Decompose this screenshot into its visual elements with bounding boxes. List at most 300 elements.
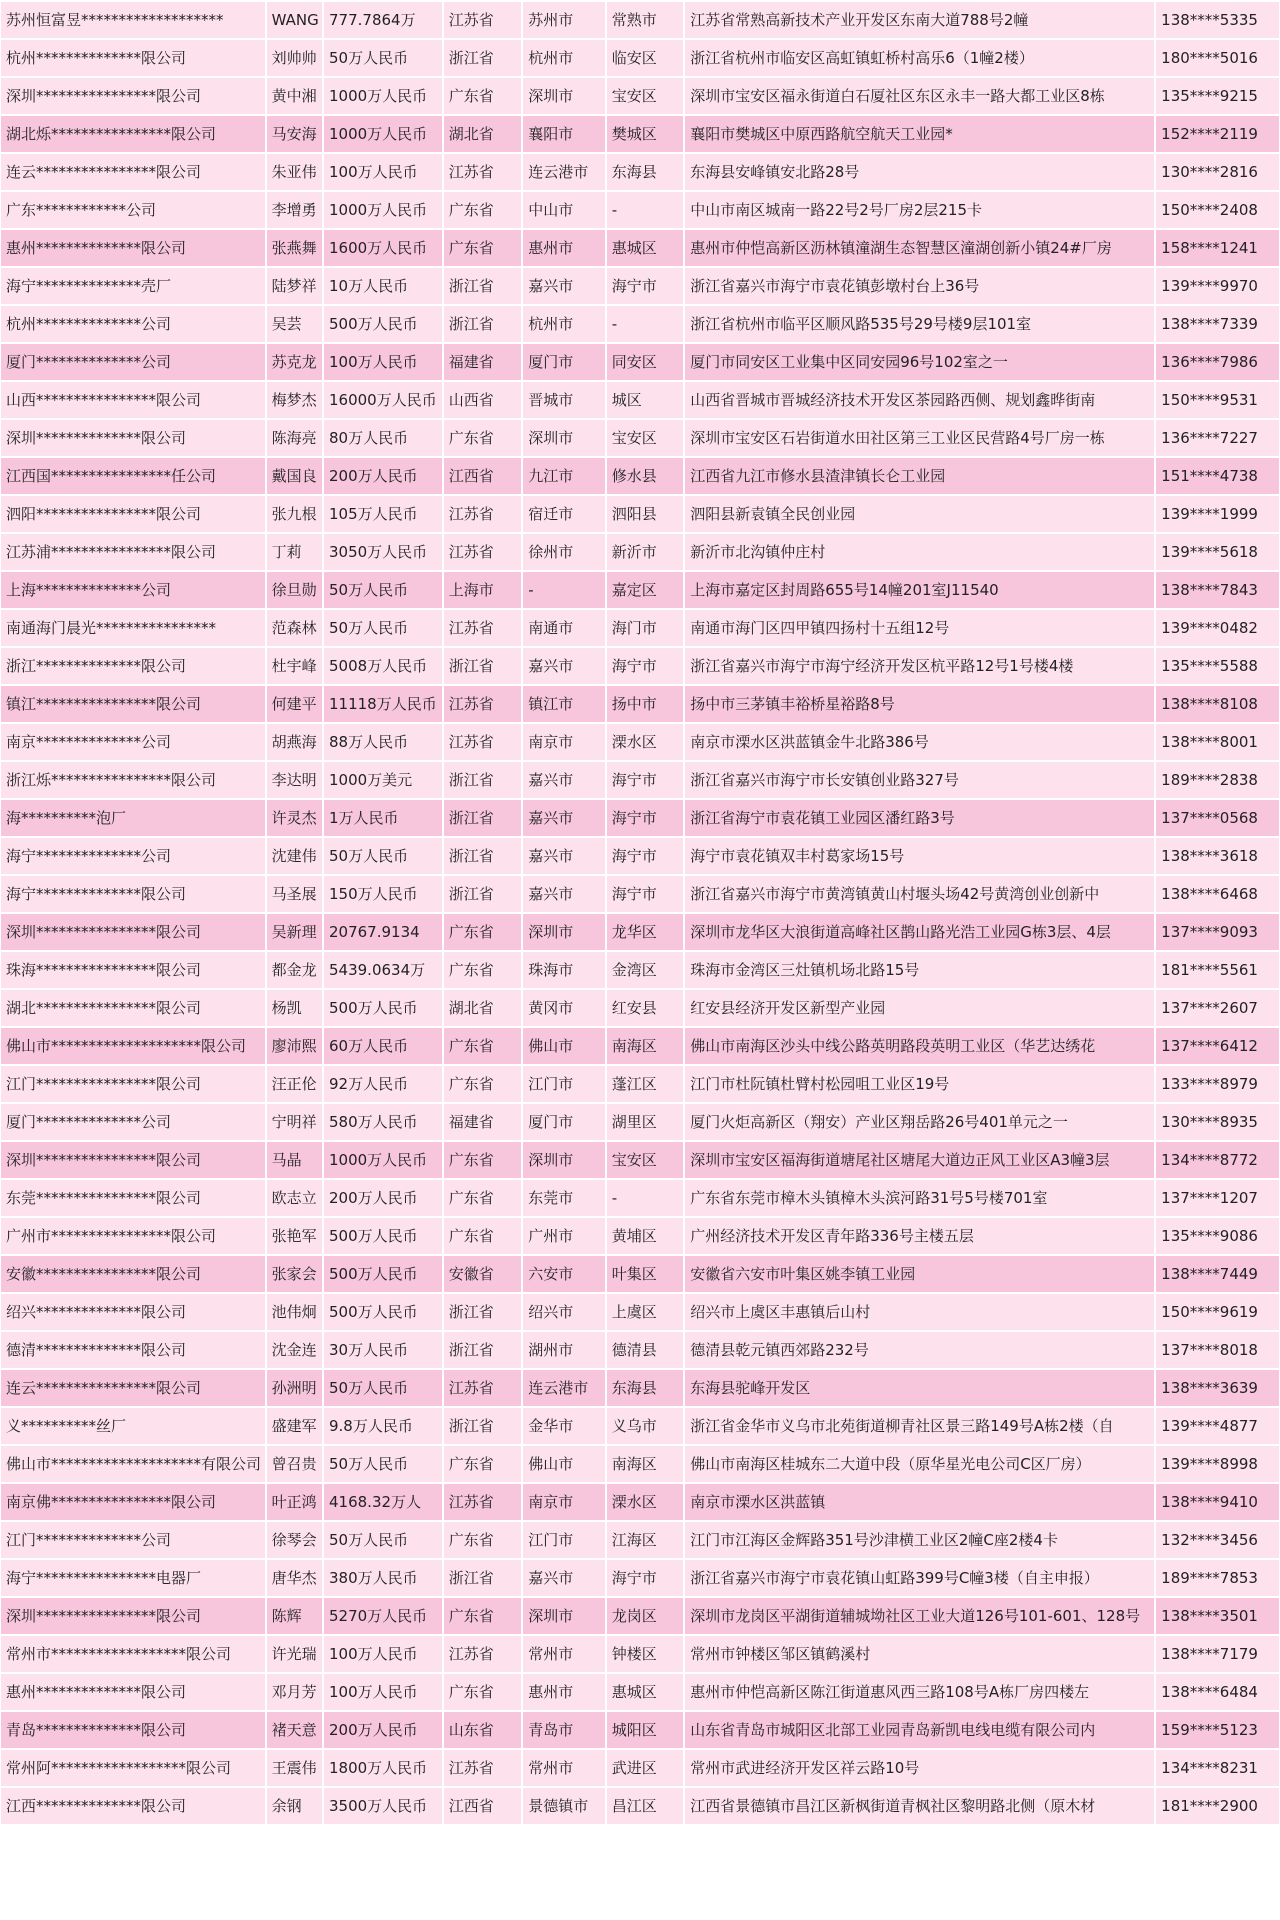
district-cell: 德清县 <box>607 1332 683 1368</box>
phone-cell: 132****3456 <box>1156 1522 1279 1558</box>
legal-person-cell: 沈金连 <box>267 1332 322 1368</box>
phone-cell: 181****2900 <box>1156 1788 1279 1824</box>
province-cell: 安徽省 <box>444 1256 521 1292</box>
table-row <box>1 1636 1279 1672</box>
address-cell: 江苏省常熟高新技术产业开发区东南大道788号2幢 <box>685 2 1154 38</box>
address-cell: 上海市嘉定区封周路655号14幢201室J11540 <box>685 572 1154 608</box>
city-cell: 景德镇市 <box>523 1788 605 1824</box>
phone-cell: 139****4877 <box>1156 1408 1279 1444</box>
legal-person-cell: 叶正鸿 <box>267 1484 322 1520</box>
phone-cell: 134****8772 <box>1156 1142 1279 1178</box>
registered-capital-cell: 1800万人民币 <box>324 1750 442 1786</box>
phone-cell: 137****2607 <box>1156 990 1279 1026</box>
province-cell: 江苏省 <box>444 1750 521 1786</box>
company-name-cell: 上海**************公司 <box>1 572 265 608</box>
table-row <box>1 268 1279 304</box>
legal-person-cell: 张九根 <box>267 496 322 532</box>
table-row <box>1 1598 1279 1634</box>
province-cell: 江苏省 <box>444 154 521 190</box>
registered-capital-cell: 5270万人民币 <box>324 1598 442 1634</box>
city-cell: 深圳市 <box>523 1598 605 1634</box>
legal-person-cell: 邓月芳 <box>267 1674 322 1710</box>
registered-capital-cell: 5439.0634万 <box>324 952 442 988</box>
table-row <box>1 1256 1279 1292</box>
legal-person-cell: 余钢 <box>267 1788 322 1824</box>
phone-cell: 138****7449 <box>1156 1256 1279 1292</box>
address-cell: 海宁市袁花镇双丰村葛家场15号 <box>685 838 1154 874</box>
registered-capital-cell: 200万人民币 <box>324 1712 442 1748</box>
city-cell: 惠州市 <box>523 1674 605 1710</box>
phone-cell: 138****5335 <box>1156 2 1279 38</box>
legal-person-cell: 黄中湘 <box>267 78 322 114</box>
legal-person-cell: 廖沛熙 <box>267 1028 322 1064</box>
table-row <box>1 1370 1279 1406</box>
province-cell: 江苏省 <box>444 686 521 722</box>
district-cell: 宝安区 <box>607 420 683 456</box>
legal-person-cell: WANG <box>267 2 322 38</box>
phone-cell: 137****9093 <box>1156 914 1279 950</box>
city-cell: 南京市 <box>523 1484 605 1520</box>
legal-person-cell: 杨凯 <box>267 990 322 1026</box>
province-cell: 福建省 <box>444 1104 521 1140</box>
company-name-cell: 广东************公司 <box>1 192 265 228</box>
address-cell: 佛山市南海区桂城东二大道中段（原华星光电公司C区厂房） <box>685 1446 1154 1482</box>
table-row <box>1 1674 1279 1710</box>
legal-person-cell: 杜宇峰 <box>267 648 322 684</box>
registered-capital-cell: 200万人民币 <box>324 458 442 494</box>
address-cell: 红安县经济开发区新型产业园 <box>685 990 1154 1026</box>
table-row <box>1 116 1279 152</box>
city-cell: 中山市 <box>523 192 605 228</box>
city-cell: 江门市 <box>523 1522 605 1558</box>
city-cell: 杭州市 <box>523 306 605 342</box>
company-name-cell: 佛山市********************限公司 <box>1 1028 265 1064</box>
province-cell: 江苏省 <box>444 496 521 532</box>
registered-capital-cell: 1000万人民币 <box>324 1142 442 1178</box>
registered-capital-cell: 3500万人民币 <box>324 1788 442 1824</box>
address-cell: 江门市杜阮镇杜臂村松园咀工业区19号 <box>685 1066 1154 1102</box>
company-name-cell: 江西国****************任公司 <box>1 458 265 494</box>
company-name-cell: 深圳****************限公司 <box>1 1142 265 1178</box>
company-name-cell: 惠州**************限公司 <box>1 1674 265 1710</box>
province-cell: 江苏省 <box>444 2 521 38</box>
province-cell: 江苏省 <box>444 1484 521 1520</box>
phone-cell: 138****3618 <box>1156 838 1279 874</box>
company-name-cell: 浙江烁****************限公司 <box>1 762 265 798</box>
company-name-cell: 苏州恒富昱******************* <box>1 2 265 38</box>
company-name-cell: 德清**************限公司 <box>1 1332 265 1368</box>
district-cell: 惠城区 <box>607 230 683 266</box>
table-row <box>1 724 1279 760</box>
city-cell: 连云港市 <box>523 1370 605 1406</box>
district-cell: 义乌市 <box>607 1408 683 1444</box>
province-cell: 浙江省 <box>444 1408 521 1444</box>
registered-capital-cell: 500万人民币 <box>324 990 442 1026</box>
registered-capital-cell: 580万人民币 <box>324 1104 442 1140</box>
address-cell: 绍兴市上虞区丰惠镇后山村 <box>685 1294 1154 1330</box>
address-cell: 珠海市金湾区三灶镇机场北路15号 <box>685 952 1154 988</box>
company-name-cell: 厦门**************公司 <box>1 344 265 380</box>
province-cell: 江西省 <box>444 1788 521 1824</box>
legal-person-cell: 徐琴会 <box>267 1522 322 1558</box>
district-cell: - <box>607 1180 683 1216</box>
company-name-cell: 海宁****************电器厂 <box>1 1560 265 1596</box>
province-cell: 浙江省 <box>444 762 521 798</box>
table-row <box>1 534 1279 570</box>
city-cell: 嘉兴市 <box>523 838 605 874</box>
phone-cell: 139****1999 <box>1156 496 1279 532</box>
table-row <box>1 1218 1279 1254</box>
table-row <box>1 230 1279 266</box>
address-cell: 江门市江海区金辉路351号沙津横工业区2幢C座2楼4卡 <box>685 1522 1154 1558</box>
table-row <box>1 1332 1279 1368</box>
address-cell: 常州市武进经济开发区祥云路10号 <box>685 1750 1154 1786</box>
phone-cell: 138****7179 <box>1156 1636 1279 1672</box>
province-cell: 浙江省 <box>444 40 521 76</box>
province-cell: 江苏省 <box>444 724 521 760</box>
phone-cell: 180****5016 <box>1156 40 1279 76</box>
registered-capital-cell: 100万人民币 <box>324 154 442 190</box>
legal-person-cell: 孙洲明 <box>267 1370 322 1406</box>
province-cell: 江苏省 <box>444 1636 521 1672</box>
registered-capital-cell: 105万人民币 <box>324 496 442 532</box>
province-cell: 广东省 <box>444 192 521 228</box>
table-row <box>1 2 1279 38</box>
phone-cell: 133****8979 <box>1156 1066 1279 1102</box>
province-cell: 湖北省 <box>444 116 521 152</box>
district-cell: 蓬江区 <box>607 1066 683 1102</box>
province-cell: 浙江省 <box>444 800 521 836</box>
province-cell: 山东省 <box>444 1712 521 1748</box>
city-cell: 青岛市 <box>523 1712 605 1748</box>
phone-cell: 138****7339 <box>1156 306 1279 342</box>
company-name-cell: 深圳****************限公司 <box>1 1598 265 1634</box>
province-cell: 广东省 <box>444 914 521 950</box>
city-cell: 佛山市 <box>523 1446 605 1482</box>
district-cell: 同安区 <box>607 344 683 380</box>
district-cell: 海宁市 <box>607 800 683 836</box>
province-cell: 江苏省 <box>444 534 521 570</box>
city-cell: 嘉兴市 <box>523 1560 605 1596</box>
city-cell: 嘉兴市 <box>523 800 605 836</box>
registered-capital-cell: 500万人民币 <box>324 1256 442 1292</box>
city-cell: 南通市 <box>523 610 605 646</box>
registered-capital-cell: 100万人民币 <box>324 344 442 380</box>
address-cell: 浙江省嘉兴市海宁市黄湾镇黄山村堰头场42号黄湾创业创新中 <box>685 876 1154 912</box>
district-cell: 钟楼区 <box>607 1636 683 1672</box>
address-cell: 浙江省嘉兴市海宁市海宁经济开发区杭平路12号1号楼4楼 <box>685 648 1154 684</box>
legal-person-cell: 戴国良 <box>267 458 322 494</box>
legal-person-cell: 李达明 <box>267 762 322 798</box>
address-cell: 惠州市仲恺高新区陈江街道惠风西三路108号A栋厂房四楼左 <box>685 1674 1154 1710</box>
phone-cell: 159****5123 <box>1156 1712 1279 1748</box>
legal-person-cell: 汪正伦 <box>267 1066 322 1102</box>
address-cell: 南京市溧水区洪蓝镇 <box>685 1484 1154 1520</box>
phone-cell: 137****0568 <box>1156 800 1279 836</box>
table-row <box>1 1522 1279 1558</box>
province-cell: 广东省 <box>444 1598 521 1634</box>
province-cell: 浙江省 <box>444 306 521 342</box>
registered-capital-cell: 1600万人民币 <box>324 230 442 266</box>
province-cell: 浙江省 <box>444 268 521 304</box>
legal-person-cell: 朱亚伟 <box>267 154 322 190</box>
company-name-cell: 厦门**************公司 <box>1 1104 265 1140</box>
district-cell: 南海区 <box>607 1028 683 1064</box>
registered-capital-cell: 60万人民币 <box>324 1028 442 1064</box>
district-cell: 海宁市 <box>607 648 683 684</box>
legal-person-cell: 马圣展 <box>267 876 322 912</box>
registered-capital-cell: 380万人民币 <box>324 1560 442 1596</box>
province-cell: 广东省 <box>444 1180 521 1216</box>
city-cell: 嘉兴市 <box>523 648 605 684</box>
company-name-cell: 深圳****************限公司 <box>1 914 265 950</box>
table-row <box>1 1104 1279 1140</box>
phone-cell: 138****6468 <box>1156 876 1279 912</box>
legal-person-cell: 吴新理 <box>267 914 322 950</box>
address-cell: 泗阳县新袁镇全民创业园 <box>685 496 1154 532</box>
district-cell: 昌江区 <box>607 1788 683 1824</box>
phone-cell: 130****8935 <box>1156 1104 1279 1140</box>
city-cell: 九江市 <box>523 458 605 494</box>
legal-person-cell: 曾召贵 <box>267 1446 322 1482</box>
district-cell: 叶集区 <box>607 1256 683 1292</box>
legal-person-cell: 许光瑞 <box>267 1636 322 1672</box>
company-name-cell: 江门****************限公司 <box>1 1066 265 1102</box>
table-row <box>1 686 1279 722</box>
district-cell: 南海区 <box>607 1446 683 1482</box>
company-name-cell: 杭州**************限公司 <box>1 40 265 76</box>
district-cell: 扬中市 <box>607 686 683 722</box>
city-cell: 晋城市 <box>523 382 605 418</box>
city-cell: 厦门市 <box>523 344 605 380</box>
table-row <box>1 78 1279 114</box>
province-cell: 浙江省 <box>444 1560 521 1596</box>
city-cell: 嘉兴市 <box>523 762 605 798</box>
city-cell: 江门市 <box>523 1066 605 1102</box>
district-cell: 龙华区 <box>607 914 683 950</box>
district-cell: 城阳区 <box>607 1712 683 1748</box>
district-cell: 海宁市 <box>607 838 683 874</box>
city-cell: 东莞市 <box>523 1180 605 1216</box>
address-cell: 深圳市宝安区福永街道白石厦社区东区永丰一路大都工业区8栋 <box>685 78 1154 114</box>
city-cell: 黄冈市 <box>523 990 605 1026</box>
registered-capital-cell: 777.7864万 <box>324 2 442 38</box>
company-name-cell: 惠州**************限公司 <box>1 230 265 266</box>
company-name-cell: 南京**************公司 <box>1 724 265 760</box>
legal-person-cell: 盛建军 <box>267 1408 322 1444</box>
province-cell: 浙江省 <box>444 838 521 874</box>
registered-capital-cell: 5008万人民币 <box>324 648 442 684</box>
company-name-cell: 江苏浦****************限公司 <box>1 534 265 570</box>
phone-cell: 152****2119 <box>1156 116 1279 152</box>
province-cell: 广东省 <box>444 230 521 266</box>
district-cell: 龙岗区 <box>607 1598 683 1634</box>
company-name-cell: 山西****************限公司 <box>1 382 265 418</box>
company-name-cell: 杭州**************公司 <box>1 306 265 342</box>
district-cell: 新沂市 <box>607 534 683 570</box>
company-name-cell: 镇江****************限公司 <box>1 686 265 722</box>
company-name-cell: 连云****************限公司 <box>1 1370 265 1406</box>
registered-capital-cell: 9.8万人民币 <box>324 1408 442 1444</box>
district-cell: 惠城区 <box>607 1674 683 1710</box>
legal-person-cell: 马晶 <box>267 1142 322 1178</box>
phone-cell: 189****7853 <box>1156 1560 1279 1596</box>
legal-person-cell: 沈建伟 <box>267 838 322 874</box>
city-cell: 深圳市 <box>523 1142 605 1178</box>
phone-cell: 150****2408 <box>1156 192 1279 228</box>
table-row <box>1 1788 1279 1824</box>
legal-person-cell: 张家会 <box>267 1256 322 1292</box>
legal-person-cell: 梅梦杰 <box>267 382 322 418</box>
table-row <box>1 1408 1279 1444</box>
legal-person-cell: 胡燕海 <box>267 724 322 760</box>
registered-capital-cell: 100万人民币 <box>324 1674 442 1710</box>
district-cell: 黄埔区 <box>607 1218 683 1254</box>
province-cell: 湖北省 <box>444 990 521 1026</box>
legal-person-cell: 张艳军 <box>267 1218 322 1254</box>
city-cell: 厦门市 <box>523 1104 605 1140</box>
table-row <box>1 648 1279 684</box>
phone-cell: 139****9970 <box>1156 268 1279 304</box>
address-cell: 佛山市南海区沙头中线公路英明路段英明工业区（华艺达绣花 <box>685 1028 1154 1064</box>
address-cell: 深圳市龙岗区平湖街道辅城坳社区工业大道126号101-601、128号 <box>685 1598 1154 1634</box>
registered-capital-cell: 92万人民币 <box>324 1066 442 1102</box>
province-cell: 广东省 <box>444 1218 521 1254</box>
province-cell: 福建省 <box>444 344 521 380</box>
district-cell: 修水县 <box>607 458 683 494</box>
phone-cell: 138****3501 <box>1156 1598 1279 1634</box>
address-cell: 浙江省嘉兴市海宁市长安镇创业路327号 <box>685 762 1154 798</box>
legal-person-cell: 陆梦祥 <box>267 268 322 304</box>
registered-capital-cell: 50万人民币 <box>324 1370 442 1406</box>
district-cell: 临安区 <box>607 40 683 76</box>
address-cell: 山东省青岛市城阳区北部工业园青岛新凯电线电缆有限公司内 <box>685 1712 1154 1748</box>
phone-cell: 137****8018 <box>1156 1332 1279 1368</box>
company-name-cell: 常州市******************限公司 <box>1 1636 265 1672</box>
address-cell: 常州市钟楼区邹区镇鹤溪村 <box>685 1636 1154 1672</box>
company-name-cell: 泗阳****************限公司 <box>1 496 265 532</box>
address-cell: 浙江省海宁市袁花镇工业园区潘红路3号 <box>685 800 1154 836</box>
legal-person-cell: 许灵杰 <box>267 800 322 836</box>
legal-person-cell: 池伟炯 <box>267 1294 322 1330</box>
legal-person-cell: 褚天意 <box>267 1712 322 1748</box>
registered-capital-cell: 50万人民币 <box>324 838 442 874</box>
city-cell: 广州市 <box>523 1218 605 1254</box>
city-cell: 嘉兴市 <box>523 268 605 304</box>
province-cell: 广东省 <box>444 420 521 456</box>
district-cell: 海宁市 <box>607 876 683 912</box>
city-cell: 湖州市 <box>523 1332 605 1368</box>
company-name-cell: 海宁**************公司 <box>1 838 265 874</box>
phone-cell: 135****9215 <box>1156 78 1279 114</box>
district-cell: 武进区 <box>607 1750 683 1786</box>
city-cell: 镇江市 <box>523 686 605 722</box>
city-cell: - <box>523 572 605 608</box>
district-cell: 常熟市 <box>607 2 683 38</box>
registered-capital-cell: 11118万人民币 <box>324 686 442 722</box>
city-cell: 常州市 <box>523 1750 605 1786</box>
table-row <box>1 1750 1279 1786</box>
table-row <box>1 306 1279 342</box>
phone-cell: 150****9619 <box>1156 1294 1279 1330</box>
city-cell: 连云港市 <box>523 154 605 190</box>
table-row <box>1 458 1279 494</box>
company-name-cell: 江门**************公司 <box>1 1522 265 1558</box>
phone-cell: 136****7986 <box>1156 344 1279 380</box>
city-cell: 六安市 <box>523 1256 605 1292</box>
company-name-cell: 常州阿******************限公司 <box>1 1750 265 1786</box>
company-name-cell: 义**********丝厂 <box>1 1408 265 1444</box>
phone-cell: 138****3639 <box>1156 1370 1279 1406</box>
company-name-cell: 海**********泡厂 <box>1 800 265 836</box>
district-cell: 海门市 <box>607 610 683 646</box>
table-row <box>1 1028 1279 1064</box>
province-cell: 广东省 <box>444 1674 521 1710</box>
legal-person-cell: 张燕舞 <box>267 230 322 266</box>
province-cell: 广东省 <box>444 1142 521 1178</box>
city-cell: 佛山市 <box>523 1028 605 1064</box>
district-cell: 海宁市 <box>607 268 683 304</box>
registered-capital-cell: 10万人民币 <box>324 268 442 304</box>
legal-person-cell: 何建平 <box>267 686 322 722</box>
city-cell: 深圳市 <box>523 914 605 950</box>
address-cell: 安徽省六安市叶集区姚李镇工业园 <box>685 1256 1154 1292</box>
registered-capital-cell: 1000万美元 <box>324 762 442 798</box>
table-row <box>1 800 1279 836</box>
registered-capital-cell: 500万人民币 <box>324 1218 442 1254</box>
registered-capital-cell: 150万人民币 <box>324 876 442 912</box>
company-name-cell: 青岛**************限公司 <box>1 1712 265 1748</box>
registered-capital-cell: 4168.32万人 <box>324 1484 442 1520</box>
company-name-cell: 深圳****************限公司 <box>1 78 265 114</box>
registered-capital-cell: 88万人民币 <box>324 724 442 760</box>
table-row <box>1 1180 1279 1216</box>
address-cell: 浙江省嘉兴市海宁市袁花镇彭墩村台上36号 <box>685 268 1154 304</box>
address-cell: 浙江省杭州市临安区高虹镇虹桥村高乐6（1幢2楼） <box>685 40 1154 76</box>
phone-cell: 158****1241 <box>1156 230 1279 266</box>
address-cell: 山西省晋城市晋城经济技术开发区茶园路西侧、规划鑫晔街南 <box>685 382 1154 418</box>
table-row <box>1 192 1279 228</box>
registered-capital-cell: 1000万人民币 <box>324 192 442 228</box>
district-cell: 上虞区 <box>607 1294 683 1330</box>
district-cell: 溧水区 <box>607 724 683 760</box>
registered-capital-cell: 1000万人民币 <box>324 78 442 114</box>
province-cell: 浙江省 <box>444 1332 521 1368</box>
address-cell: 江西省九江市修水县渣津镇长仑工业园 <box>685 458 1154 494</box>
district-cell: 湖里区 <box>607 1104 683 1140</box>
province-cell: 广东省 <box>444 1028 521 1064</box>
registered-capital-cell: 3050万人民币 <box>324 534 442 570</box>
province-cell: 浙江省 <box>444 648 521 684</box>
city-cell: 杭州市 <box>523 40 605 76</box>
company-name-cell: 珠海****************限公司 <box>1 952 265 988</box>
table-row <box>1 990 1279 1026</box>
province-cell: 江苏省 <box>444 610 521 646</box>
company-name-cell: 南京佛****************限公司 <box>1 1484 265 1520</box>
table-row <box>1 1142 1279 1178</box>
address-cell: 江西省景德镇市昌江区新枫街道青枫社区黎明路北侧（原木材 <box>685 1788 1154 1824</box>
table-row <box>1 420 1279 456</box>
phone-cell: 139****5618 <box>1156 534 1279 570</box>
registered-capital-cell: 100万人民币 <box>324 1636 442 1672</box>
table-row <box>1 876 1279 912</box>
company-name-cell: 江西**************限公司 <box>1 1788 265 1824</box>
company-name-cell: 绍兴**************限公司 <box>1 1294 265 1330</box>
registered-capital-cell: 50万人民币 <box>324 1522 442 1558</box>
table-row <box>1 1560 1279 1596</box>
district-cell: 溧水区 <box>607 1484 683 1520</box>
district-cell: 海宁市 <box>607 762 683 798</box>
